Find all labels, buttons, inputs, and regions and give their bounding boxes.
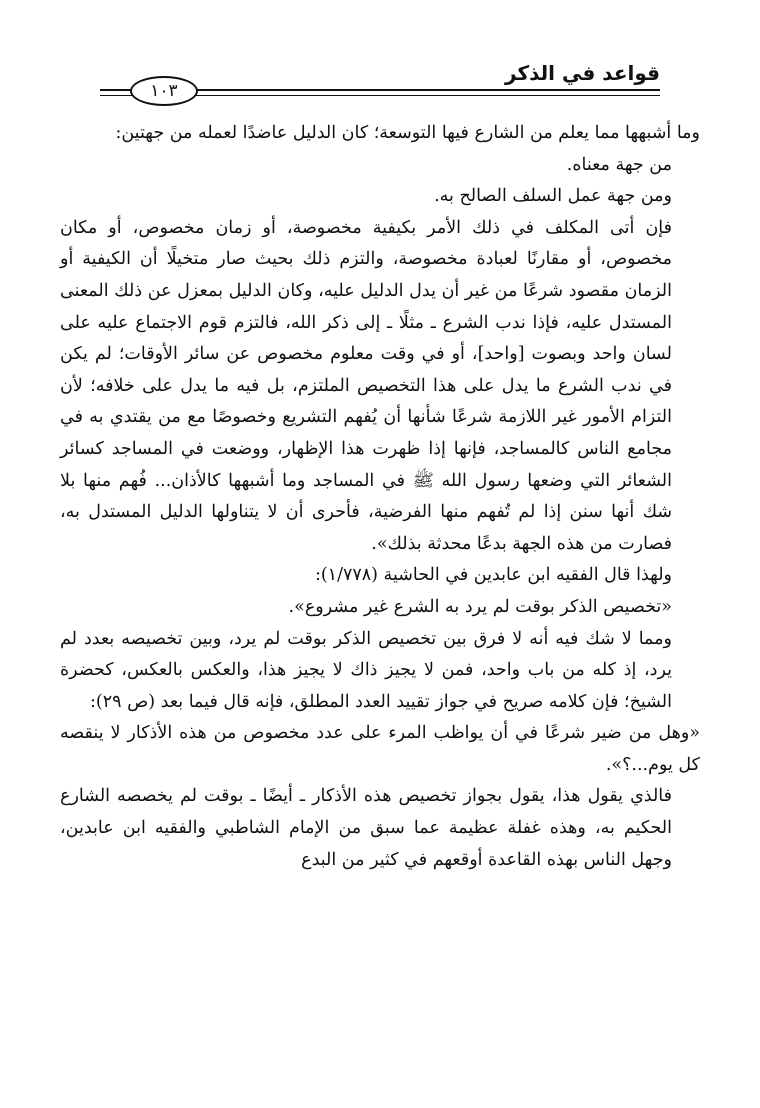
quote-paragraph: «وهل من ضير شرعًا في أن يواظب المرء على عدد مخصوص من هذه الأذكار لا ينقصه كل يوم...؟». xyxy=(60,723,700,775)
paragraph: ولهذا قال الفقيه ابن عابدين في الحاشية (١/٧٧٨): xyxy=(314,565,672,586)
paragraph: ومما لا شك فيه أنه لا فرق بين تخصيص الذكر بوقت لم يرد، وبين تخصيصه بعدد لم يرد، إذ كله من باب واحد، فمن لا يجيز ذاك لا يجيز هذا، والعكس بالعكس، كحضرة الشيخ؛ فإن كلامه صريح في جواز تقييد العدد المطلق، فإنه قال فيما بعد (ص ٢٩): xyxy=(60,628,672,712)
paragraph: فإن أتى المكلف في ذلك الأمر بكيفية مخصوصة، أو زمان مخصوص، أو مكان مخصوص، أو مقارنًا لعبادة مخصوصة، والتزم ذلك بحيث صار متخيلًا أن الكيفية أو الزمان مقصود شرعًا من غير أن يدل الدليل عليه، وكان الدليل بمعزل عن ذلك المعنى المستدل عليه، فإذا ندب الشرع ـ مثلًا ـ إلى ذكر الله، فالتزم قوم الاجتماع عليه على لسان واحد وبصوت [واحد]، أو في وقت معلوم مخصوص عن سائر الأوقات؛ لم يكن في ندب الشرع ما يدل على هذا التخصيص الملتزم، بل فيه ما يدل على خلافه؛ لأن التزام الأمور غير اللازمة شرعًا شأنها أن يُفهم التشريع وخصوصًا مع من يقتدي به في مجامع الناس كالمساجد، فإنها إذا ظهرت هذا الإظهار، ووضعت في المساجد كسائر الشعائر التي وضعها رسول الله ﷺ في المساجد وما أشبهها كالأذان... فُهم منها بلا شك أنها سنن إذا لم تُفهم منها الفرضية، فأحرى أن لا يتناولها الدليل المستدل به، فصارت من هذه الجهة بدعًا محدثة بذلك». xyxy=(60,217,672,554)
paragraph: وما أشبهها مما يعلم من الشارع فيها التوسعة؛ كان الدليل عاضدًا لعمله من جهتين: xyxy=(115,123,700,143)
running-title: قواعد في الذكر xyxy=(505,61,660,85)
body-text xyxy=(60,118,700,876)
paragraph: من جهة معناه. xyxy=(566,154,672,175)
quote-paragraph: «تخصيص الذكر بوقت لم يرد به الشرع غير مشروع». xyxy=(288,596,672,617)
paragraph: ومن جهة عمل السلف الصالح به. xyxy=(434,186,672,207)
page-number: ١٠٣ xyxy=(130,76,198,106)
paragraph: فالذي يقول هذا، يقول بجواز تخصيص هذه الأذكار ـ أيضًا ـ بوقت لم يخصصه الشارع الحكيم به، وهذه غفلة عظيمة عما سبق من الإمام الشاطبي والفقيه ابن عابدين، وجهل الناس بهذه القاعدة أوقعهم في كثير من البدع xyxy=(60,786,672,870)
